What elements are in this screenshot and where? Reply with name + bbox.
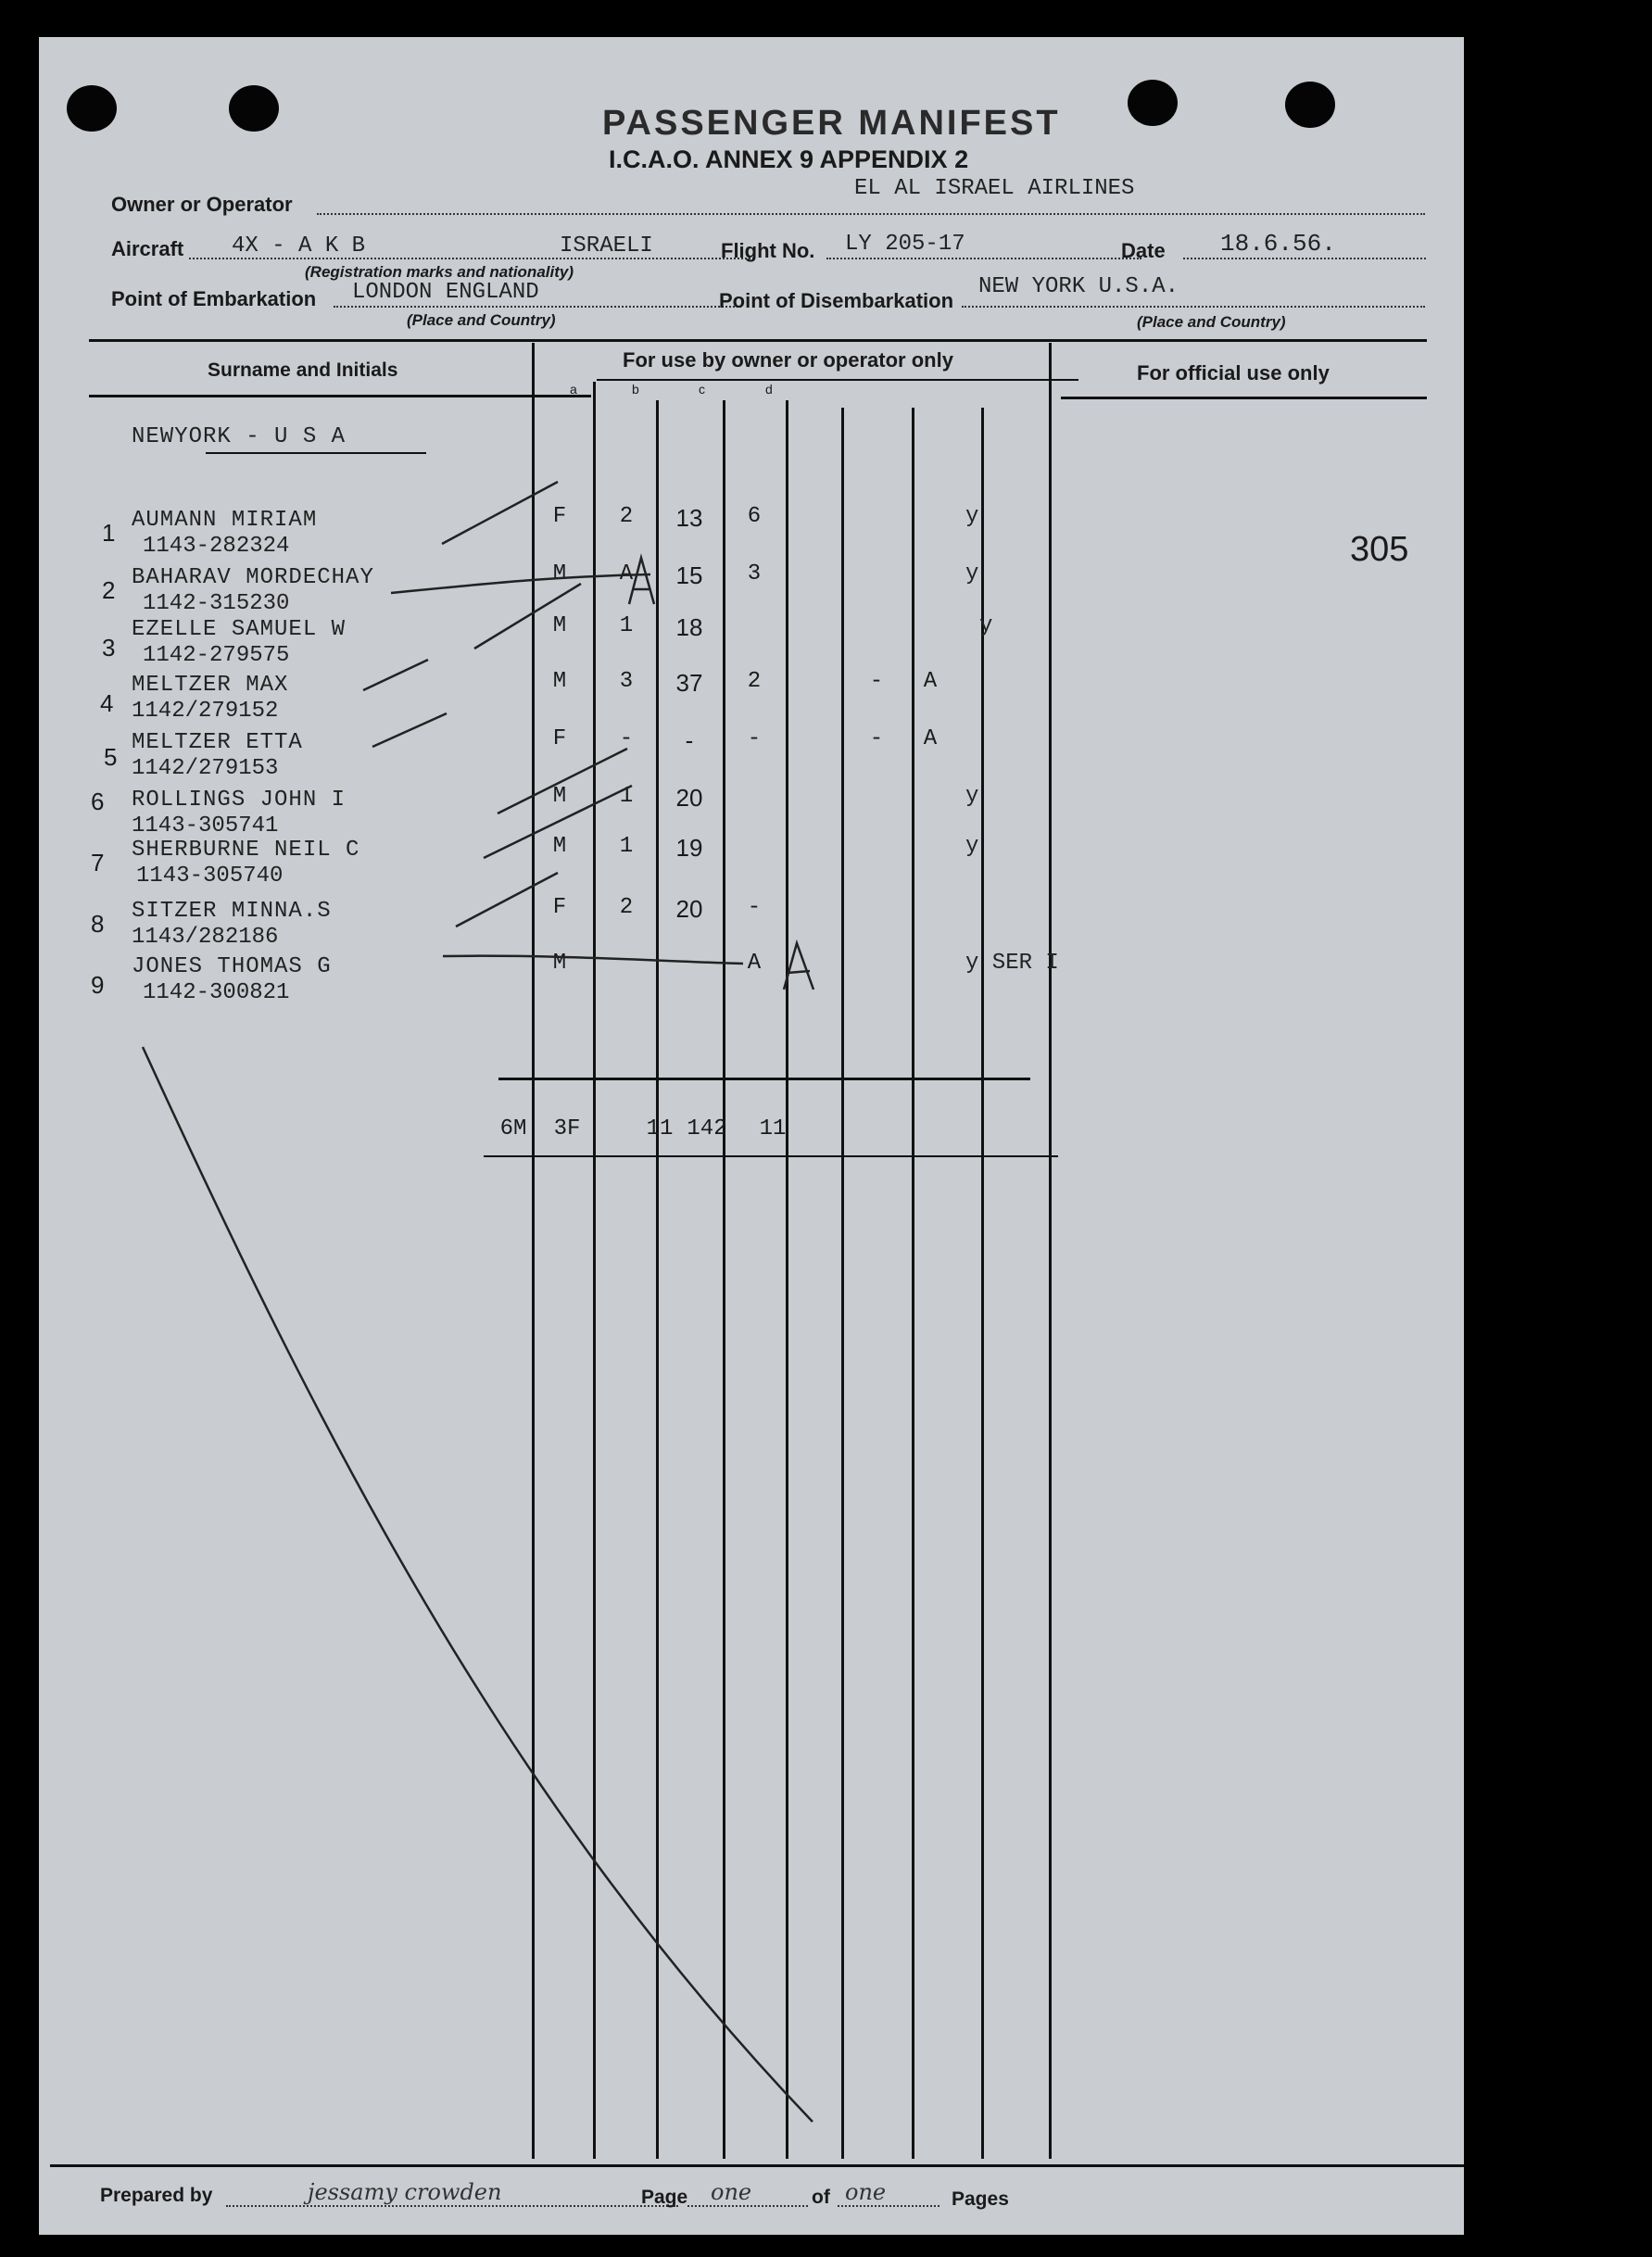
row-number: 3 bbox=[102, 634, 116, 662]
cell-d: 3 bbox=[747, 561, 762, 586]
cell-b: 3 bbox=[619, 669, 634, 694]
cell-d: - bbox=[747, 895, 762, 920]
passenger-name: SITZER MINNA.S bbox=[132, 899, 332, 924]
passenger-name: MELTZER ETTA bbox=[132, 730, 303, 755]
cell-b: A bbox=[619, 561, 634, 586]
total-d: 11 bbox=[759, 1116, 787, 1141]
cell-sex: M bbox=[552, 834, 567, 859]
disembarkation-note: (Place and Country) bbox=[1137, 313, 1286, 331]
total-female: 3F bbox=[553, 1116, 581, 1141]
pen-marks bbox=[39, 37, 1464, 2235]
cell-sex: F bbox=[552, 895, 567, 920]
of-label: of bbox=[812, 2187, 830, 2208]
date-value: 18.6.56. bbox=[1220, 230, 1336, 258]
cell-sex: F bbox=[552, 504, 567, 529]
cell-d: - bbox=[747, 726, 762, 751]
cell-y: y bbox=[979, 613, 993, 638]
cell-c: 37 bbox=[675, 669, 703, 697]
registration-note: (Registration marks and nationality) bbox=[305, 263, 574, 281]
total-male: 6M bbox=[499, 1116, 527, 1141]
pages-label: Pages bbox=[952, 2188, 1009, 2210]
col-official-header: For official use only bbox=[1137, 361, 1330, 385]
cell-b: 1 bbox=[619, 613, 634, 638]
page-label: Page bbox=[641, 2187, 688, 2208]
passenger-name: SHERBURNE NEIL C bbox=[132, 838, 360, 863]
owner-label: Owner or Operator bbox=[111, 193, 293, 216]
cell-f: A bbox=[923, 669, 938, 694]
subcol-d: d bbox=[765, 382, 773, 397]
cell-c: 20 bbox=[675, 784, 703, 812]
ticket-number: 1143-305740 bbox=[136, 864, 284, 889]
cell-d: 2 bbox=[747, 669, 762, 694]
of-value: one bbox=[845, 2179, 887, 2205]
cell-y: y bbox=[965, 504, 979, 529]
passenger-name: JONES THOMAS G bbox=[132, 954, 332, 979]
ticket-number: 1142-315230 bbox=[143, 591, 290, 616]
cell-sex: M bbox=[552, 951, 567, 976]
cell-c: - bbox=[685, 726, 694, 754]
passenger-name: BAHARAV MORDECHAY bbox=[132, 565, 374, 590]
total-c: 142 bbox=[687, 1116, 727, 1141]
prepared-label: Prepared by bbox=[100, 2185, 213, 2206]
ticket-number: 1143-305741 bbox=[132, 813, 279, 838]
cell-b: 2 bbox=[619, 504, 634, 529]
subcol-b: b bbox=[632, 382, 639, 397]
document-subtitle: I.C.A.O. ANNEX 9 APPENDIX 2 bbox=[609, 145, 969, 173]
cell-d: A bbox=[747, 951, 762, 976]
passenger-name: EZELLE SAMUEL W bbox=[132, 617, 347, 642]
cell-c: 15 bbox=[675, 561, 703, 589]
ticket-number: 1142/279153 bbox=[132, 756, 279, 781]
embarkation-label: Point of Embarkation bbox=[111, 287, 317, 310]
aircraft-nationality: ISRAELI bbox=[560, 233, 653, 258]
row-number: 1 bbox=[102, 519, 116, 547]
cell-e: - bbox=[869, 726, 884, 751]
row-number: 5 bbox=[104, 743, 118, 771]
passenger-name: AUMANN MIRIAM bbox=[132, 508, 318, 533]
cell-d: 6 bbox=[747, 504, 762, 529]
cell-y: y SER I bbox=[965, 951, 1059, 976]
official-number: 305 bbox=[1350, 530, 1409, 569]
cell-c: 18 bbox=[675, 613, 703, 641]
aircraft-value: 4X - A K B bbox=[232, 233, 366, 258]
cell-y: y bbox=[965, 834, 979, 859]
cell-sex: M bbox=[552, 561, 567, 586]
cell-b: 2 bbox=[619, 895, 634, 920]
col-surname-header: Surname and Initials bbox=[208, 359, 398, 381]
total-b: 11 bbox=[646, 1116, 674, 1141]
owner-value: EL AL ISRAEL AIRLINES bbox=[854, 176, 1135, 201]
cell-b: - bbox=[619, 726, 634, 751]
cell-e: - bbox=[869, 669, 884, 694]
destination-heading: NEWYORK - U S A bbox=[132, 424, 347, 449]
subcol-a: a bbox=[570, 382, 577, 397]
embarkation-note: (Place and Country) bbox=[407, 311, 556, 329]
cell-sex: F bbox=[552, 726, 567, 751]
ticket-number: 1142-279575 bbox=[143, 643, 290, 668]
passenger-name: MELTZER MAX bbox=[132, 673, 289, 698]
subcol-c: c bbox=[699, 382, 705, 397]
cell-c: 20 bbox=[675, 895, 703, 923]
row-number: 2 bbox=[102, 576, 116, 604]
cell-y: y bbox=[965, 784, 979, 809]
disembarkation-value: NEW YORK U.S.A. bbox=[978, 274, 1179, 299]
row-number: 7 bbox=[91, 849, 105, 876]
row-number: 6 bbox=[91, 788, 105, 815]
prepared-value: jessamy crowden bbox=[308, 2179, 502, 2205]
ticket-number: 1143-282324 bbox=[143, 534, 290, 559]
page-value: one bbox=[711, 2179, 752, 2205]
flight-value: LY 205-17 bbox=[845, 232, 965, 257]
document-title: PASSENGER MANIFEST bbox=[602, 104, 1061, 143]
cell-f: A bbox=[923, 726, 938, 751]
ticket-number: 1142-300821 bbox=[143, 980, 290, 1005]
col-owner-header: For use by owner or operator only bbox=[623, 348, 953, 372]
cell-sex: M bbox=[552, 613, 567, 638]
cell-b: 1 bbox=[619, 834, 634, 859]
passenger-name: ROLLINGS JOHN I bbox=[132, 788, 347, 813]
cell-sex: M bbox=[552, 784, 567, 809]
cell-y: y bbox=[965, 561, 979, 586]
manifest-sheet bbox=[39, 37, 1464, 2235]
row-number: 9 bbox=[91, 971, 105, 999]
embarkation-value: LONDON ENGLAND bbox=[352, 280, 539, 305]
ticket-number: 1142/279152 bbox=[132, 699, 279, 724]
date-label: Date bbox=[1121, 239, 1166, 262]
row-number: 8 bbox=[91, 910, 105, 938]
cell-sex: M bbox=[552, 669, 567, 694]
disembarkation-label: Point of Disembarkation bbox=[719, 289, 954, 312]
aircraft-label: Aircraft bbox=[111, 237, 184, 260]
cell-c: 13 bbox=[675, 504, 703, 532]
row-number: 4 bbox=[100, 689, 114, 717]
ticket-number: 1143/282186 bbox=[132, 925, 279, 950]
flight-label: Flight No. bbox=[721, 239, 815, 262]
cell-b: 1 bbox=[619, 784, 634, 809]
cell-c: 19 bbox=[675, 834, 703, 862]
